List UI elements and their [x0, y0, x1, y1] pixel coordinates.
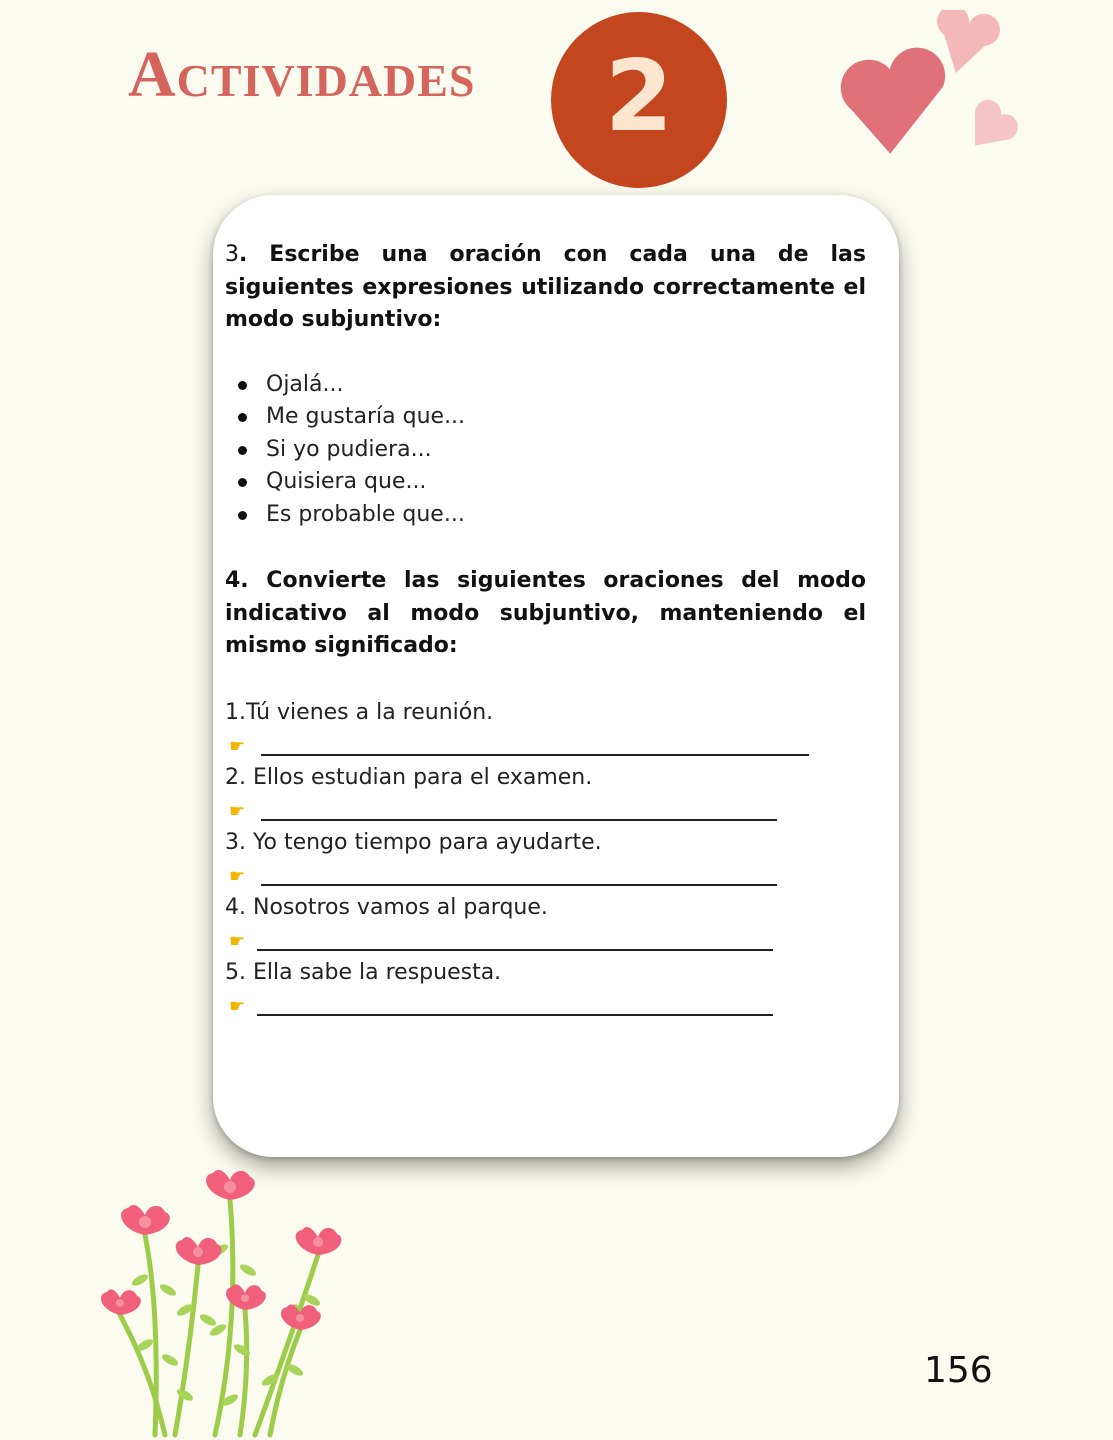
activity-badge [551, 12, 727, 188]
pointing-hand-icon: ☛ [229, 930, 246, 952]
expression-list [225, 369, 866, 532]
activity-3-instruction: 3. Escribe una oración con cada una de las siguientes expresiones utilizando correctamente el modo subjuntivo: [225, 242, 866, 332]
answer-underline [257, 949, 773, 951]
page-number: 156 [924, 1350, 993, 1391]
list-item: Ojalá... [225, 369, 866, 402]
exercise-sentence-3: 3. Yo tengo tiempo para ayudarte. [225, 829, 602, 855]
list-item: Quisiera que... [225, 466, 866, 499]
answer-line-2[interactable] [225, 794, 866, 827]
pointing-hand-icon: ☛ [229, 800, 246, 822]
pointing-hand-icon: ☛ [229, 865, 246, 887]
page-title: Actividades [128, 38, 476, 111]
exercise-list [225, 697, 866, 1022]
bullet-icon [238, 511, 247, 520]
pointing-hand-icon: ☛ [229, 735, 246, 757]
answer-underline [261, 884, 777, 886]
activity-card [213, 195, 899, 1157]
list-item: Es probable que... [225, 499, 866, 532]
flowers-illustration [90, 1170, 360, 1440]
answer-underline [257, 1014, 773, 1016]
answer-line-3[interactable] [225, 859, 866, 892]
bullet-icon [238, 381, 247, 390]
bullet-icon [238, 478, 247, 487]
exercise-sentence-4: 4. Nosotros vamos al parque. [225, 894, 548, 920]
answer-line-5[interactable] [225, 989, 866, 1022]
answer-underline [261, 754, 809, 756]
activity-4-instruction: 4. Convierte las siguientes oraciones del modo indicativo al modo subjuntivo, manteniendo el mismo significado: [225, 568, 866, 658]
exercise-sentence-2: 2. Ellos estudian para el examen. [225, 764, 593, 790]
list-item: Me gustaría que... [225, 401, 866, 434]
exercise-sentence-5: 5. Ella sabe la respuesta. [225, 959, 502, 985]
list-item: Si yo pudiera... [225, 434, 866, 467]
answer-line-1[interactable] [225, 729, 866, 762]
pointing-hand-icon: ☛ [229, 995, 246, 1017]
hearts-icon [840, 10, 1030, 180]
bullet-icon [238, 446, 247, 455]
activity-3-number: 3 [225, 242, 239, 267]
answer-underline [261, 819, 777, 821]
exercise-sentence-1: 1.Tú vienes a la reunión. [225, 699, 494, 725]
badge-number: 2 [604, 40, 674, 154]
answer-line-4[interactable] [225, 924, 866, 957]
bullet-icon [238, 413, 247, 422]
